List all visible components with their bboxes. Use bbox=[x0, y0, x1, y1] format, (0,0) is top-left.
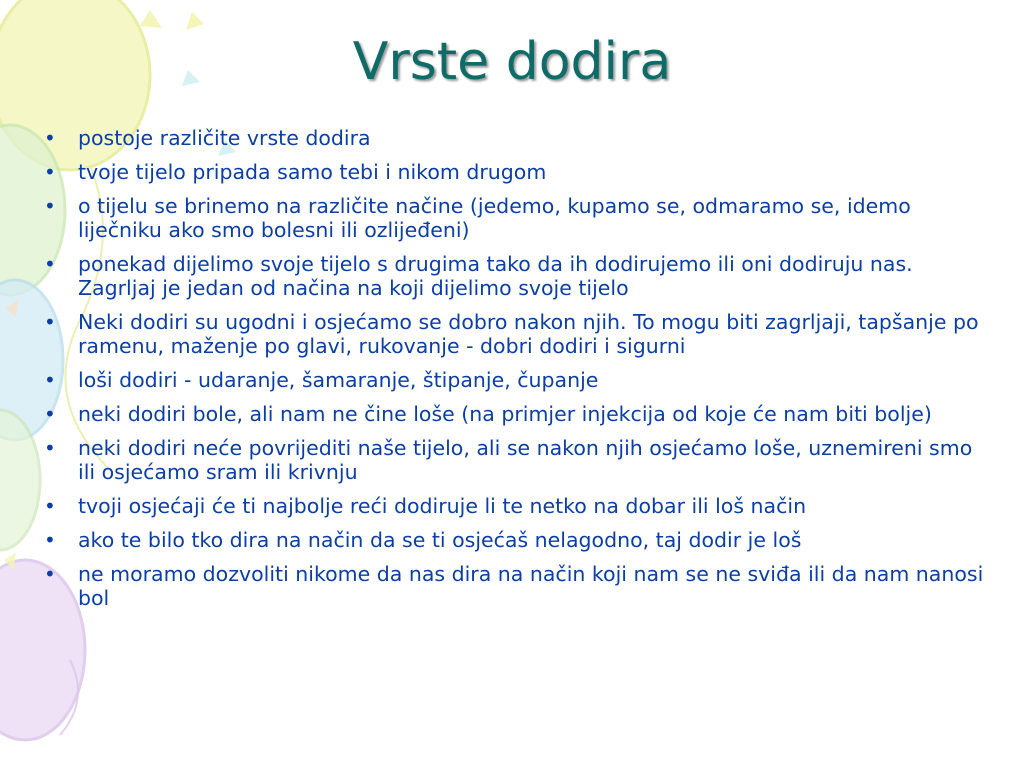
bullet-text: tvoji osjećaji će ti najbolje reći dodiruje li te netko na dobar ili loš način bbox=[78, 494, 807, 518]
bullet-text: tvoje tijelo pripada samo tebi i nikom drugom bbox=[78, 160, 547, 184]
bullet-text: o tijelu se brinemo na različite načine (jedemo, kupamo se, odmaramo se, idemo liječniku ako smo bolesni ili ozlijeđeni) bbox=[78, 194, 911, 242]
list-item bbox=[40, 528, 990, 552]
confetti-icon bbox=[140, 10, 162, 28]
list-item bbox=[40, 126, 990, 150]
list-item bbox=[40, 494, 990, 518]
bullet-icon: • bbox=[44, 562, 56, 586]
bullet-text: Neki dodiri su ugodni i osjećamo se dobro nakon njih. To mogu biti zagrljaji, tapšanje po ramenu, maženje po glavi, rukovanje - dobri dodiri i sigurni bbox=[78, 310, 979, 358]
list-item bbox=[40, 562, 990, 610]
bullet-icon: • bbox=[44, 126, 56, 150]
list-item bbox=[40, 368, 990, 392]
bullet-icon: • bbox=[44, 160, 56, 184]
bullet-text: ne moramo dozvoliti nikome da nas dira na način koji nam se ne sviđa ili da nam nanosi bol bbox=[78, 562, 984, 610]
bullet-text: loši dodiri - udaranje, šamaranje, štipanje, čupanje bbox=[78, 368, 599, 392]
bullet-text: neki dodiri neće povrijediti naše tijelo, ali se nakon njih osjećamo loše, uznemireni smo ili osjećamo sram ili krivnju bbox=[78, 436, 973, 484]
bullet-text: ponekad dijelimo svoje tijelo s drugima tako da ih dodirujemo ili oni dodiruju nas. Zagrljaj je jedan od načina na koji dijelimo svoje tijelo bbox=[78, 252, 913, 300]
bullet-icon: • bbox=[44, 402, 56, 426]
list-item bbox=[40, 252, 990, 300]
confetti-icon bbox=[186, 12, 204, 30]
list-item bbox=[40, 402, 990, 426]
bullet-icon: • bbox=[44, 528, 56, 552]
bullet-icon: • bbox=[44, 368, 56, 392]
bullet-text: ako te bilo tko dira na način da se ti osjećaš nelagodno, taj dodir je loš bbox=[78, 528, 802, 552]
bullet-text: postoje različite vrste dodira bbox=[78, 126, 371, 150]
bullet-text: neki dodiri bole, ali nam ne čine loše (na primjer injekcija od koje će nam biti bolje) bbox=[78, 402, 932, 426]
bullet-icon: • bbox=[44, 436, 56, 460]
list-item bbox=[40, 194, 990, 242]
bullet-icon: • bbox=[44, 310, 56, 334]
list-item bbox=[40, 160, 990, 184]
list-item bbox=[40, 436, 990, 484]
bullet-icon: • bbox=[44, 494, 56, 518]
list-item bbox=[40, 310, 990, 358]
bullet-list bbox=[40, 126, 990, 620]
bullet-icon: • bbox=[44, 252, 56, 276]
slide-title: Vrste dodira bbox=[352, 32, 672, 92]
bullet-icon: • bbox=[44, 194, 56, 218]
